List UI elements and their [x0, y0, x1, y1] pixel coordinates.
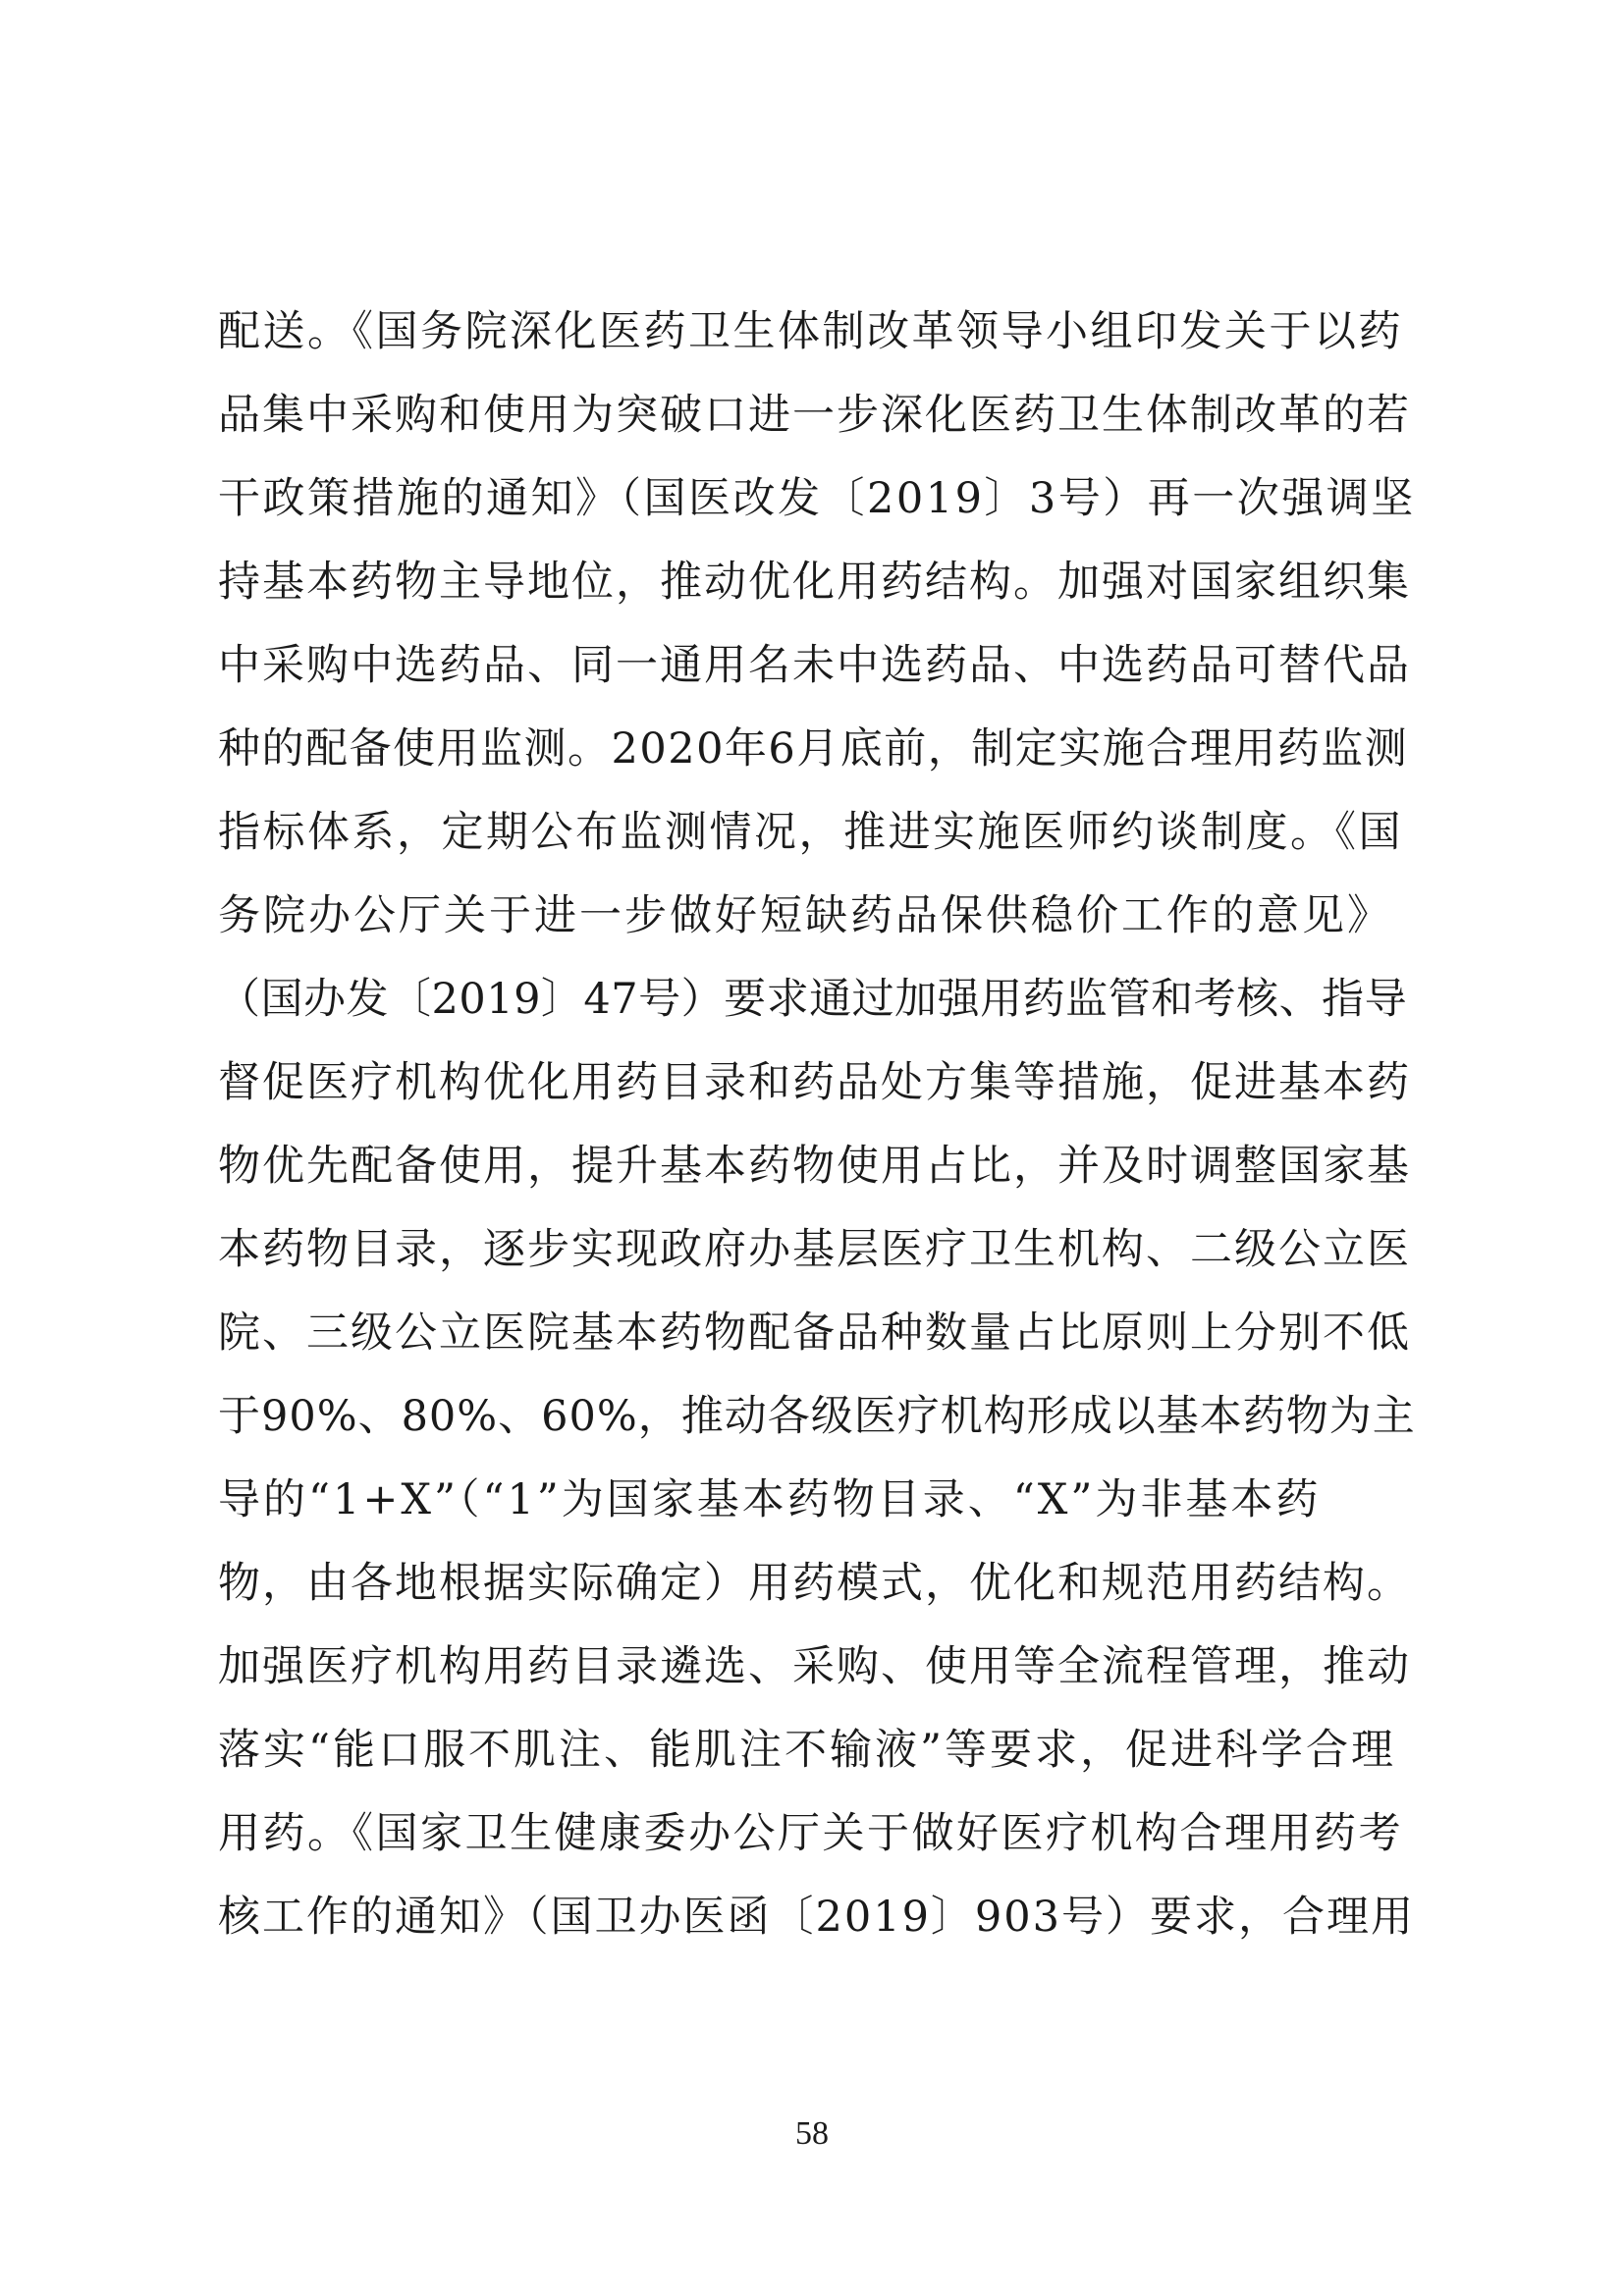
text-line: 本药物目录，逐步实现政府办基层医疗卫生机构、二级公立医	[218, 1225, 1411, 1274]
text-line: 干政策措施的通知》（国医改发〔2019〕3号）再一次强调坚	[218, 474, 1416, 523]
text-line: 品集中采购和使用为突破口进一步深化医药卫生体制改革的若	[218, 391, 1411, 440]
text-line: 加强医疗机构用药目录遴选、采购、使用等全流程管理，推动	[218, 1642, 1411, 1691]
text-line: 种的配备使用监测。2020年6月底前，制定实施合理用药监测	[218, 724, 1409, 774]
text-line: 物优先配备使用，提升基本药物使用占比，并及时调整国家基	[218, 1142, 1411, 1191]
text-line: 持基本药物主导地位，推动优化用药结构。加强对国家组织集	[218, 558, 1411, 607]
page-number: 58	[795, 2115, 829, 2152]
text-line: 用药。《国家卫生健康委办公厅关于做好医疗机构合理用药考	[218, 1809, 1403, 1858]
body-text	[218, 291, 1416, 1959]
text-line: 中采购中选药品、同一通用名未中选药品、中选药品可替代品	[218, 641, 1411, 690]
text-line: 指标体系，定期公布监测情况，推进实施医师约谈制度。《国	[218, 808, 1403, 857]
text-line: 配送。《国务院深化医药卫生体制改革领导小组印发关于以药	[218, 307, 1403, 356]
text-line: 院、三级公立医院基本药物配备品种数量占比原则上分别不低	[218, 1308, 1411, 1358]
text-line: 落实“能口服不肌注、能肌注不输液”等要求，促进科学合理	[218, 1726, 1396, 1775]
text-line: （国办发〔2019〕47号）要求通过加强用药监管和考核、指导	[218, 975, 1408, 1024]
text-line: 导的“1+X”（“1”为国家基本药物目录、“X”为非基本药	[218, 1475, 1322, 1524]
text-line: 于90%、80%、60%，推动各级医疗机构形成以基本药物为主	[218, 1392, 1416, 1441]
text-line: 物，由各地根据实际确定）用药模式，优化和规范用药结构。	[218, 1559, 1411, 1608]
text-line: 核工作的通知》（国卫办医函〔2019〕903号）要求，合理用	[218, 1893, 1416, 1942]
text-line: 务院办公厅关于进一步做好短缺药品保供稳价工作的意见》	[218, 891, 1392, 940]
text-line: 督促医疗机构优化用药目录和药品处方集等措施，促进基本药	[218, 1058, 1411, 1107]
